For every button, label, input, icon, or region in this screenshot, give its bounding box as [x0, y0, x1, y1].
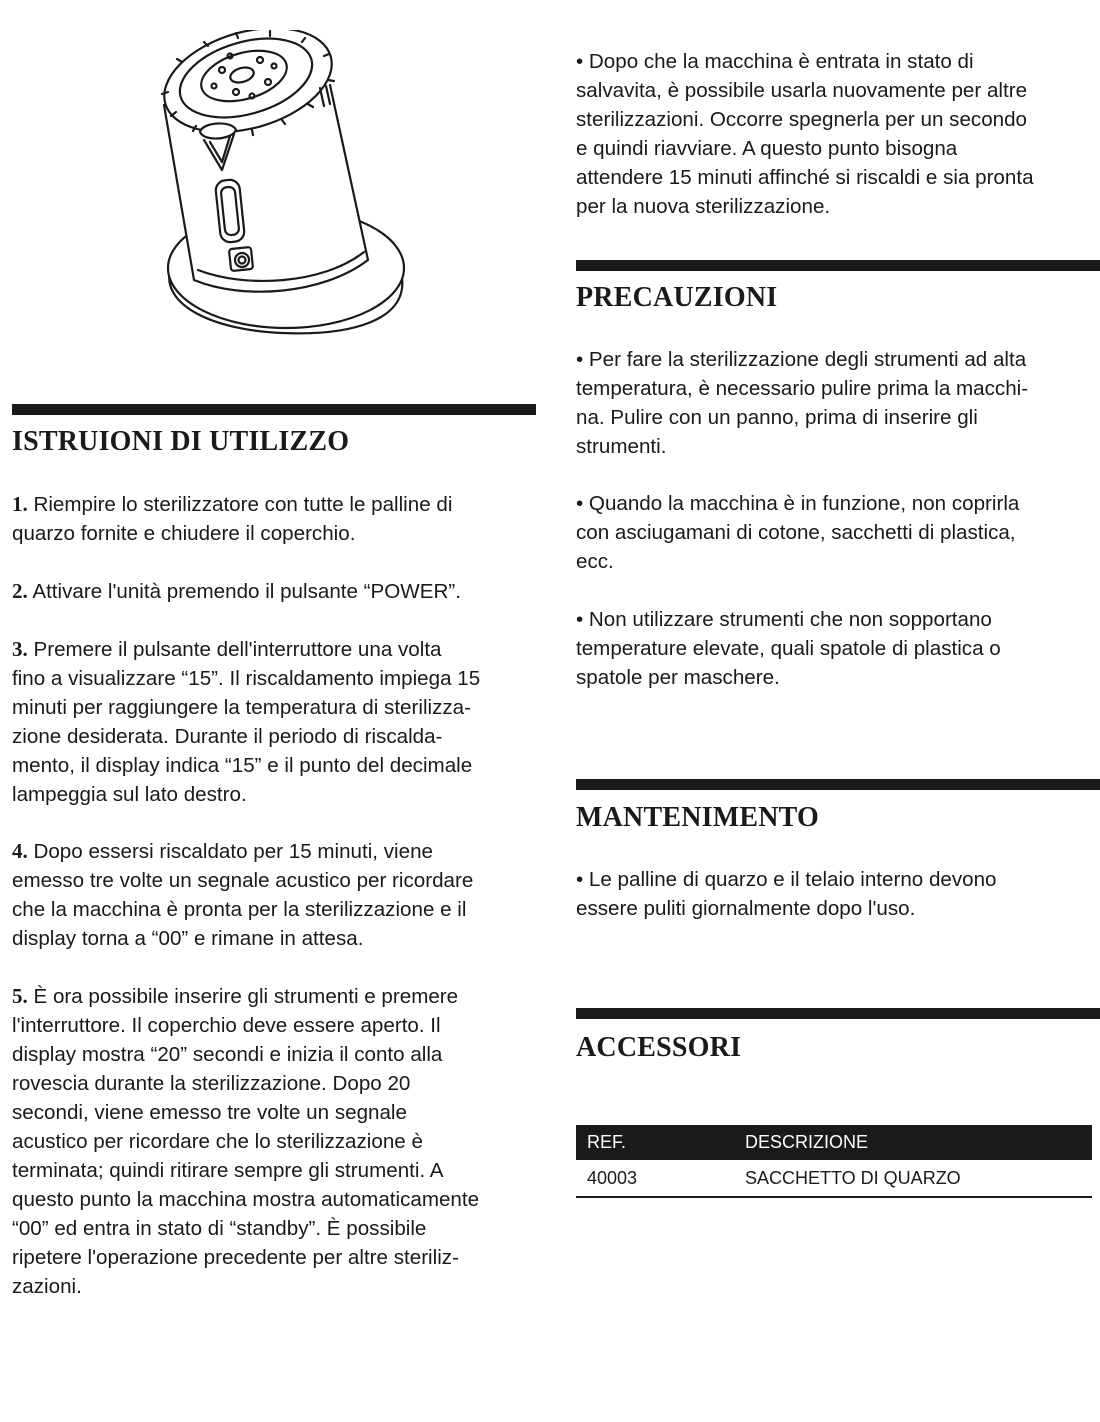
accessories-heading: ACCESSORI: [576, 1032, 742, 1063]
step-text: È ora possibile inserire gli strumenti e premere l'interruttore. Il coperchio deve essere aperto. Il display mostra “20” secondi e inizia il conto alla rovescia durante la sterilizzazione. Dopo 20 secondi, viene emesso tre volte un segnale acustico per ricordare che lo sterilizzazione è terminata; quindi ritirare sempre gli strumenti. A questo punto la macchina mostra automaticamente “00” ed entra in stato di “standby”. È possibile ripetere l'operazione precedente per altre steriliz- zazioni.: [12, 985, 480, 1298]
maintenance-item: • Le palline di quarzo e il telaio interno devono essere puliti giornalmente dopo l'uso.: [576, 868, 997, 920]
instructions-heading: ISTRUIONI DI UTILIZZO: [12, 426, 350, 457]
precautions-heading: PRECAUZIONI: [576, 282, 778, 313]
step-text: Dopo essersi riscaldato per 15 minuti, viene emesso tre volte un segnale acustico per ricordare che la macchina è pronta per la sterilizzazione e il display torna a “00” e rimane in attesa.: [12, 840, 474, 950]
step-text: Attivare l'unità premendo il pulsante “POWER”.: [32, 580, 461, 603]
column-header-ref: REF.: [576, 1125, 734, 1160]
section-rule: [12, 404, 536, 415]
step-number: 4.: [12, 839, 28, 863]
precaution-item: • Non utilizzare strumenti che non sopportano temperature elevate, quali spatole di plastica o spatole per maschere.: [576, 608, 1001, 689]
step-number: 5.: [12, 984, 28, 1008]
instruction-step: [12, 490, 536, 548]
cell-description: SACCHETTO DI QUARZO: [734, 1160, 1092, 1197]
table-row: [576, 1160, 1092, 1197]
step-text: Premere il pulsante dell'interruttore una volta fino a visualizzare “15”. Il riscaldamento impiega 15 minuti per raggiungere la temperatura di sterilizza- zione desiderata. Durante il periodo di riscalda- mento, il display indica “15” e il punto del decimale lampeggia sul lato destro.: [12, 638, 481, 806]
instruction-step: [12, 635, 536, 809]
cell-ref: 40003: [576, 1160, 734, 1197]
step-number: 1.: [12, 492, 28, 516]
maintenance-heading: MANTENIMENTO: [576, 802, 820, 833]
instruction-step: [12, 982, 536, 1301]
section-rule: [576, 260, 1100, 271]
accessories-table: [576, 1125, 1092, 1198]
sterilizer-illustration: [152, 30, 422, 350]
column-header-description: DESCRIZIONE: [734, 1125, 1092, 1160]
step-text: Riempire lo sterilizzatore con tutte le palline di quarzo fornite e chiudere il coperchio.: [12, 493, 453, 545]
intro-bullet: • Dopo che la macchina è entrata in stato di salvavita, è possibile usarla nuovamente per altre sterilizzazioni. Occorre spegnerla per un secondo e quindi riavviare. A questo punto bisogna attendere 15 minuti affinché si riscaldi e sia pronta per la nuova sterilizzazione.: [576, 50, 1034, 218]
instruction-step: [12, 837, 536, 953]
step-number: 3.: [12, 637, 28, 661]
section-rule: [576, 1008, 1100, 1019]
sterilizer-icon: [152, 30, 422, 350]
precaution-item: • Quando la macchina è in funzione, non coprirla con asciugamani di cotone, sacchetti di plastica, ecc.: [576, 492, 1020, 573]
section-rule: [576, 779, 1100, 790]
step-number: 2.: [12, 579, 28, 603]
table-header-row: [576, 1125, 1092, 1160]
instruction-step: [12, 577, 536, 606]
precaution-item: • Per fare la sterilizzazione degli strumenti ad alta temperatura, è necessario pulire prima la macchi- na. Pulire con un panno, prima di inserire gli strumenti.: [576, 348, 1029, 458]
